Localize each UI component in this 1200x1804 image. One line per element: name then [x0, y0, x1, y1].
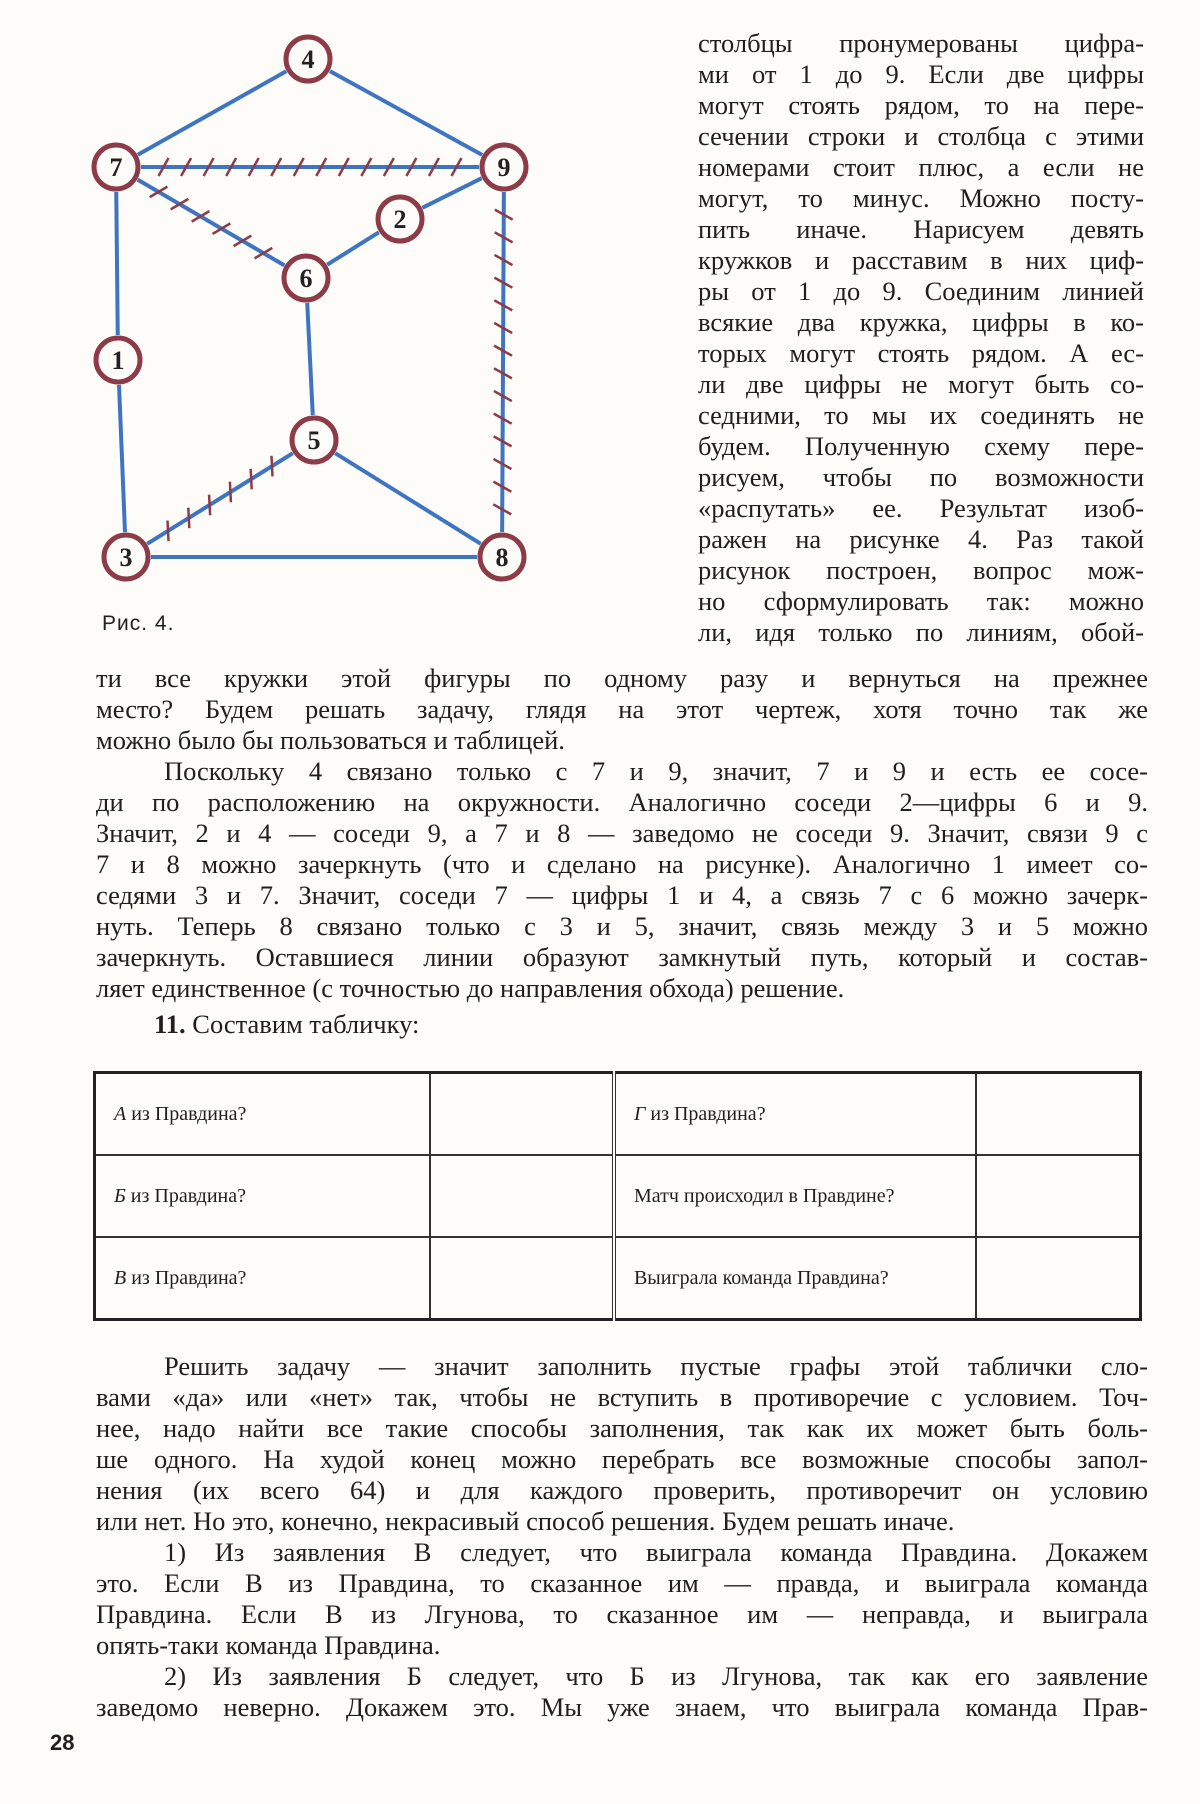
text-line: но сформулировать так: можно	[698, 586, 1144, 616]
answer-cell	[430, 1155, 614, 1237]
text-line: 7 и 8 можно зачеркнуть (что и сделано на рисунке). Аналогично 1 имеет со-	[96, 849, 1148, 879]
text-line: номерами стоит плюс, а если не	[698, 152, 1144, 182]
answer-cell	[430, 1073, 614, 1156]
text-line: ди по расположению на окружности. Аналогично соседи 2—цифры 6 и 9.	[96, 787, 1148, 817]
crossing-mark	[209, 495, 210, 516]
text-line: можно было бы пользоваться и таблицей.	[96, 725, 565, 755]
question-text: Матч происходил в Правдине?	[633, 1184, 895, 1207]
edge-2-6	[327, 232, 379, 264]
variable-letter: Б	[114, 1184, 126, 1207]
text-line: седними, то мы их соединять не	[698, 400, 1144, 430]
text-line: вами «да» или «нет» так, чтобы не вступить в противоречие с условием. Точ-	[96, 1382, 1148, 1412]
node-5	[292, 418, 336, 462]
crossing-mark	[230, 482, 231, 503]
truth-table	[93, 1071, 1142, 1321]
text-line: будем. Полученную схему пере-	[698, 431, 1144, 461]
text-line: ли, идя только по линиям, обой-	[698, 617, 1144, 647]
question-cell	[614, 1237, 976, 1320]
node-8	[480, 535, 524, 579]
node-label: 8	[495, 543, 509, 572]
edge-4-9	[330, 71, 482, 155]
text-line: 2) Из заявления Б следует, что Б из Лгунова, так как его заявление	[164, 1661, 1148, 1691]
text-line: могут стоять рядом, то на пере-	[698, 90, 1144, 120]
variable-letter: В	[114, 1266, 127, 1289]
question-text: из Правдина?	[126, 1266, 247, 1289]
text-line: всякие два кружка, цифры в ко-	[698, 307, 1144, 337]
edge-7-1	[116, 192, 117, 335]
text-line: Решить задачу — значит заполнить пустые графы этой таблички сло-	[164, 1351, 1148, 1381]
question-cell	[614, 1073, 976, 1156]
edge-4-7	[138, 71, 286, 154]
text-line: столбцы пронумерованы цифра-	[698, 28, 1144, 58]
text-line: сечении строки и столбца с этими	[698, 121, 1144, 151]
text-line: «распутать» ее. Результат изоб-	[698, 493, 1144, 523]
node-label: 5	[307, 426, 321, 455]
table-row	[95, 1073, 1141, 1156]
edge-1-3	[119, 385, 125, 532]
table-row	[95, 1237, 1141, 1320]
table-row	[95, 1155, 1141, 1237]
answer-cell	[976, 1073, 1141, 1156]
variable-letter: А	[114, 1102, 127, 1125]
text-line: ли две цифры не могут быть со-	[698, 369, 1144, 399]
text-line: нения (их всего 64) и для каждого проверить, противоречит он условию	[96, 1475, 1148, 1505]
node-7	[94, 145, 138, 189]
answer-cell	[976, 1237, 1141, 1320]
page-number: 28	[50, 1730, 75, 1755]
node-label: 6	[299, 264, 313, 293]
question-text: из Правдина?	[126, 1102, 247, 1125]
text-line: ми от 1 до 9. Если две цифры	[698, 59, 1144, 89]
text-line: ше одного. На худой конец можно перебрать все возможные способы запол-	[96, 1444, 1148, 1474]
text-line: торых могут стоять рядом. А ес-	[698, 338, 1144, 368]
edge-9-8	[502, 192, 504, 532]
graph-figure	[70, 30, 570, 590]
figure-caption: Рис. 4.	[102, 612, 175, 635]
variable-letter: Г	[633, 1102, 646, 1125]
question-text: из Правдина?	[645, 1102, 766, 1125]
text-line: кружков и расставим в них циф-	[698, 245, 1144, 275]
problem-heading-text: Составим табличку:	[192, 1009, 420, 1039]
text-line: место? Будем решать задачу, глядя на этот чертеж, хотя точно так же	[96, 694, 1148, 724]
crossing-mark	[188, 508, 189, 529]
node-label: 4	[301, 45, 315, 74]
answer-cell	[430, 1237, 614, 1320]
text-line: это. Если В из Правдина, то сказанное им — правда, и выиграла команда	[96, 1568, 1148, 1598]
text-line: Правдина. Если В из Лгунова, то сказанное им — неправда, и выиграла	[96, 1599, 1148, 1629]
text-line: нее, надо найти все такие способы заполнения, так как их может быть боль-	[96, 1413, 1148, 1443]
paragraph-step-2	[96, 1661, 1148, 1723]
paragraph-method	[96, 1351, 1148, 1537]
crossing-mark	[271, 456, 272, 477]
node-label: 2	[393, 205, 407, 234]
edge-5-8	[335, 453, 481, 544]
crossing-mark	[251, 469, 252, 490]
question-cell	[95, 1155, 430, 1237]
text-line: опять-таки команда Правдина.	[96, 1630, 441, 1660]
paragraph-neighbors	[96, 756, 1148, 1004]
node-9	[482, 145, 526, 189]
text-line: рисуем, чтобы по возможности	[698, 462, 1144, 492]
question-cell	[95, 1237, 430, 1320]
text-line: Значит, 2 и 4 — соседи 9, а 7 и 8 — заведомо не соседи 9. Значит, связи 9 с	[96, 818, 1148, 848]
question-cell	[614, 1155, 976, 1237]
text-line: ражен на рисунке 4. Раз такой	[698, 524, 1144, 554]
problem-heading	[154, 1009, 419, 1040]
paragraph-step-1	[96, 1537, 1148, 1661]
text-line: нуть. Теперь 8 связано только с 3 и 5, значит, связь между 3 и 5 можно	[96, 911, 1148, 941]
text-line: рисунок построен, вопрос мож-	[698, 555, 1144, 585]
question-cell	[95, 1073, 430, 1156]
text-line: 1) Из заявления В следует, что выиграла команда Правдина. Докажем	[164, 1537, 1148, 1567]
side-paragraph	[698, 28, 1144, 648]
edge-9-2	[422, 178, 481, 208]
answer-cell	[976, 1155, 1141, 1237]
text-line: ры от 1 до 9. Соединим линией	[698, 276, 1144, 306]
text-line: могут, то минус. Можно посту-	[698, 183, 1144, 213]
crossing-mark	[168, 521, 169, 542]
text-line: седями 3 и 7. Значит, соседи 7 — цифры 1 и 4, а связь 7 с 6 можно зачерк-	[96, 880, 1148, 910]
text-line: ляет единственное (с точностью до направления обхода) решение.	[96, 973, 845, 1003]
node-1	[96, 338, 140, 382]
text-line: или нет. Но это, конечно, некрасивый способ решения. Будем решать иначе.	[96, 1506, 955, 1536]
text-line: пить иначе. Нарисуем девять	[698, 214, 1144, 244]
node-label: 9	[497, 153, 511, 182]
paragraph-continuation	[96, 663, 1148, 756]
node-3	[104, 535, 148, 579]
text-line: ти все кружки этой фигуры по одному разу и вернуться на прежнее	[96, 663, 1148, 693]
question-text: Выиграла команда Правдина?	[633, 1266, 889, 1289]
question-text: из Правдина?	[125, 1184, 247, 1207]
node-2	[378, 197, 422, 241]
node-label: 1	[111, 346, 125, 375]
node-6	[284, 256, 328, 300]
text-line: заведомо неверно. Докажем это. Мы уже знаем, что выиграла команда Прав-	[96, 1692, 1148, 1722]
text-line: Поскольку 4 связано только с 7 и 9, значит, 7 и 9 и есть ее сосе-	[164, 756, 1148, 786]
node-label: 3	[119, 543, 133, 572]
node-4	[286, 37, 330, 81]
edge-6-5	[307, 303, 313, 415]
node-label: 7	[109, 153, 123, 182]
problem-number: 11.	[154, 1009, 186, 1039]
text-line: зачеркнуть. Оставшиеся линии образуют замкнутый путь, который и состав-	[96, 942, 1148, 972]
